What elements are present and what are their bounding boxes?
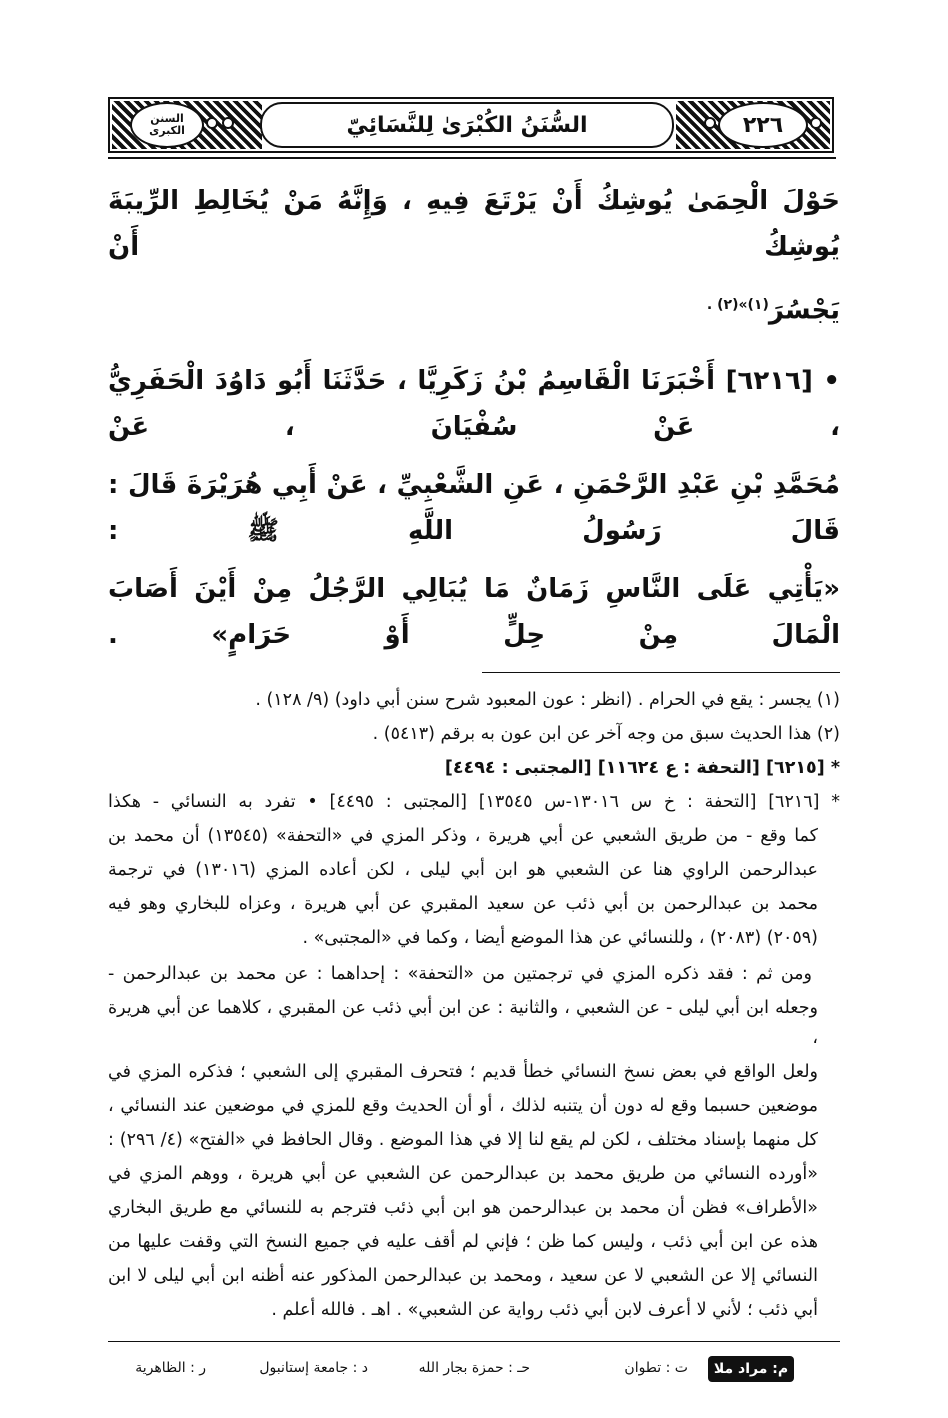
commentary-line: موضعين حسبما وقع له دون أن يتنبه لذلك ، أو أن الحديث وقع للمزي في موضعين عند النسائي ، [108,1095,818,1116]
footnote-separator [482,672,840,673]
commentary-line: هذه عن ابن أبي ذئب ، وليس كما ظن ؛ فإني لم أقف عليه في جميع النسخ التي وقفت عليها من [108,1231,818,1252]
footnote: (١) يجسر : يقع في الحرام . (انظر : عون المعبود شرح سنن أبي داود) (٩/ ١٢٨) . [255,689,840,710]
hadith-line: مُحَمَّدِ بْنِ عَبْدِ الرَّحْمَنِ ، عَنِ الشَّعْبِيِّ ، عَنْ أَبِي هُرَيْرَةَ قَالَ : قَالَ رَسُولُ اللَّهِ ﷺ : [108,469,840,546]
commentary-line: ولعل الواقع في بعض نسخ النسائي خطأ قديم ؛ فتحرف المقبري إلى الشعبي ؛ فذكره المزي في [108,1061,818,1082]
commentary-line: النسائي إلا عن الشعبي لا عن سعيد ، ومحمد بن عبدالرحمن المذكور عنه أظنه ابن أبي ليلى لا ابن [108,1265,818,1286]
page-number: ٢٢٦ [742,112,784,138]
commentary-line: «الأطراف» فظن أن محمد بن عبدالرحمن هو ابن أبي ذئب فترجم به للنسائي مع طريق البخاري [108,1197,818,1218]
hadith-line: • [٦٢١٦] أَخْبَرَنَا الْقَاسِمُ بْنُ زَكَرِيَّا ، حَدَّثَنَا أَبُو دَاوُدَ الْحَفَرِيُّ ، عَنْ سُفْيَانَ ، عَنْ [108,365,840,442]
page-body [108,0,840,1388]
logo-text: السنن الكبرى [149,112,185,137]
hadith-line: «يَأْتِي عَلَى النَّاسِ زَمَانٌ مَا يُبَالِي الرَّجُلُ مِنْ أَيْنَ أَصَابَ الْمَالَ مِنْ حِلٍّ أَوْ حَرَامٍ» . [108,573,840,650]
hadith-line: حَوْلَ الْحِمَىٰ يُوشِكُ أَنْ يَرْتَعَ فِيهِ ، وَإِنَّهُ مَنْ يُخَالِطِ الرِّيبَةَ يُوشِكُ أَنْ [108,186,840,262]
footer-rule [108,1341,840,1342]
commentary-line: كل منهما بإسناد مختلف ، لكن لم يقع لنا إلا في هذا الموضع . وقال الحافظ في «الفتح» (٤/ ٢٩٦) : [108,1129,818,1150]
hadith-line [108,282,840,334]
commentary-line: * [٦٢١٦] [التحفة : خ س ١٣٠١٦-س ١٣٥٤٥] [المجتبى : ٤٤٩٥] • تفرد به النسائي - هكذا [108,791,841,812]
footnote: (٢) هذا الحديث سبق من وجه آخر عن ابن عون به برقم (٥٤١٣) . [372,723,840,744]
book-title: السُّنَنُ الكُبْرَىٰ لِلنَّسَائِيّ [346,112,588,138]
footnote-markers: (١)»(٢) . [706,297,769,313]
manuscript-siglum-r: ر : الظاهرية [135,1359,206,1376]
commentary-ref: * [٦٢١٥] [التحفة : ع ١١٦٢٤] [المجتبى : ٤٤٩٤] [444,757,840,778]
commentary-line: «أورده النسائي من طريق محمد بن عبدالرحمن عن الشعبي عن أبي هريرة ، ووهم المزي في [108,1163,818,1184]
commentary-line: محمد بن عبدالرحمن بن أبي ذئب عن سعيد المقبري عن أبي هريرة ، وعزاه للبخاري وهو فيه [108,893,818,914]
manuscript-footer [108,1356,840,1388]
commentary-line: أبي ذئب ؛ لأني لا أعرف لابن أبي ذئب رواية عن الشعبي» . اهـ . فالله أعلم . [271,1299,818,1320]
manuscript-badge: م: مراد ملا [708,1356,794,1382]
manuscript-siglum-t: ت : تطوان [624,1359,688,1376]
manuscript-siglum-d: د : جامعة إستانبول [259,1359,368,1376]
manuscript-siglum-h: حـ : حمزة بجار الله [418,1359,530,1376]
commentary-line: (٢٠٥٩) (٢٠٨٣) ، وللنسائي عن هذا الموضع أيضا ، وكما في «المجتبى» . [302,927,818,948]
commentary-line: ومن ثم : فقد ذكره المزي في ترجمتين من «التحفة» : إحداهما : عن محمد بن عبدالرحمن - [108,963,812,984]
commentary-line: كما وقع - من طريق الشعبي عن أبي هريرة ، وذكر المزي في «التحفة» (١٣٥٤٥) أن محمد بن [108,825,818,846]
hadith-text: يَجْسُرَ [768,295,840,326]
commentary-line: عبدالرحمن الراوي هنا عن الشعبي هو ابن أبي ليلى ، لكن أعاده المزي (١٣٠١٦) في ترجمة [108,859,818,880]
commentary-line: وجعله ابن أبي ليلى - عن الشعبي ، والثانية : عن ابن أبي ذئب عن المقبري ، كلاهما عن أبي هريرة ، [108,997,818,1048]
